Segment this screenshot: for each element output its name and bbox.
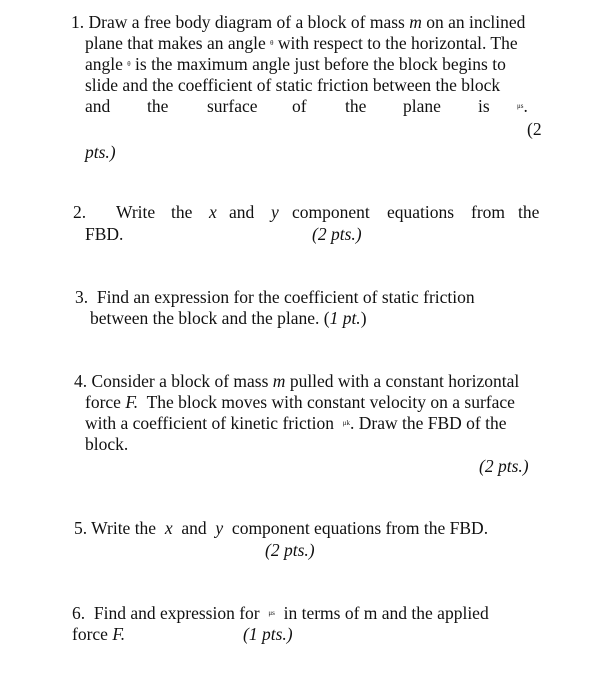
q1-line-3: [85, 56, 506, 74]
q4-points: (2 pts.): [479, 456, 529, 476]
q5-line-1: [74, 520, 488, 538]
q6-mu-symbol: μs: [268, 609, 275, 617]
q2-number: 2.: [73, 202, 87, 222]
q1-line-1: [71, 14, 525, 32]
q1-text-2a: plane that makes an angle: [85, 33, 266, 53]
q1-word-surface: surface: [207, 96, 258, 116]
q1-line-2: [85, 35, 518, 53]
q4-var-m: m: [272, 371, 286, 391]
q1-points-b: pts.): [85, 142, 116, 162]
q2-word-component: component: [292, 202, 370, 222]
q1-text-2b: with respect to the horizontal. The: [277, 33, 518, 53]
q4-text-3a: with a coefficient of kinetic friction: [85, 413, 334, 433]
q4-var-F: F.: [125, 392, 139, 412]
q1-text-4: slide and the coefficient of static friction between the block: [85, 75, 501, 95]
q1-word-of: of: [292, 96, 307, 116]
q3-line-2: [90, 310, 367, 328]
q1-period: .: [523, 96, 528, 116]
q3-points: 1 pt.: [329, 308, 361, 328]
q2-word-write: Write: [116, 202, 156, 222]
q3-text-2b: ): [360, 308, 367, 328]
q2-word-the-2: the: [518, 202, 540, 222]
q2-word-the: the: [171, 202, 193, 222]
q4-text-2a: force: [85, 392, 121, 412]
q1-word-is: is: [478, 96, 490, 116]
q1-text-1a: 1. Draw a free body diagram of a block of mass: [71, 12, 405, 32]
q1-line-4: [85, 77, 500, 95]
q1-word-the: the: [147, 96, 169, 116]
q2-points: (2 pts.): [312, 224, 362, 244]
q4-text-1b: pulled with a constant horizontal: [289, 371, 520, 391]
q4-line-1: [74, 373, 519, 391]
q1-points-a: (2: [527, 119, 542, 139]
q4-text-1a: 4. Consider a block of mass: [74, 371, 269, 391]
q1-text-3b: is the maximum angle just before the block begins to: [135, 54, 506, 74]
q1-word-the-2: the: [345, 96, 367, 116]
q4-text-3b: . Draw the FBD of the: [349, 413, 507, 433]
q5-var-x: x: [164, 518, 173, 538]
q2-word-from: from: [471, 202, 506, 222]
q5-word-and: and: [181, 518, 207, 538]
q6-line-1: [72, 605, 489, 623]
q4-line-2: [85, 394, 515, 412]
q2-var-x: x: [209, 202, 217, 222]
q6-text-1a: 6. Find and expression for: [72, 603, 260, 623]
q1-var-m: m: [409, 12, 422, 32]
q6-points: (1 pts.): [243, 624, 293, 644]
q1-text-1b: on an inclined: [426, 12, 526, 32]
q2-var-y: y: [271, 202, 279, 222]
q3-text-1: 3. Find an expression for the coefficient of static friction: [75, 287, 475, 307]
q3-text-2a: between the block and the plane. (: [90, 308, 330, 328]
q1-mu-s-symbol: μs: [517, 102, 524, 110]
q6-var-F: F.: [112, 624, 126, 644]
q4-line-3: [85, 415, 507, 433]
q2-word-equations: equations: [387, 202, 455, 222]
q4-mu-k-symbol: μk: [342, 419, 350, 427]
q6-text-2a: force: [72, 624, 108, 644]
q1-theta-symbol: θ: [270, 39, 274, 47]
q1-theta-symbol-2: θ: [127, 60, 131, 68]
q4-line-4: block.: [85, 434, 129, 454]
q6-text-1b: in terms of m and the applied: [283, 603, 489, 623]
q6-line-2: [72, 626, 125, 644]
q1-word-plane: plane: [403, 96, 441, 116]
q1-text-3a: angle: [85, 54, 123, 74]
q5-text-1b: component equations from the FBD.: [231, 518, 489, 538]
q1-word-and: and: [85, 96, 111, 116]
q5-text-1a: 5. Write the: [74, 518, 157, 538]
q2-word-and: and: [229, 202, 255, 222]
q4-text-2b: The block moves with constant velocity on a surface: [146, 392, 515, 412]
q2-line-2: FBD.: [85, 224, 124, 244]
q3-line-1: [75, 289, 475, 307]
q5-var-y: y: [215, 518, 224, 538]
q5-points: (2 pts.): [265, 540, 315, 560]
